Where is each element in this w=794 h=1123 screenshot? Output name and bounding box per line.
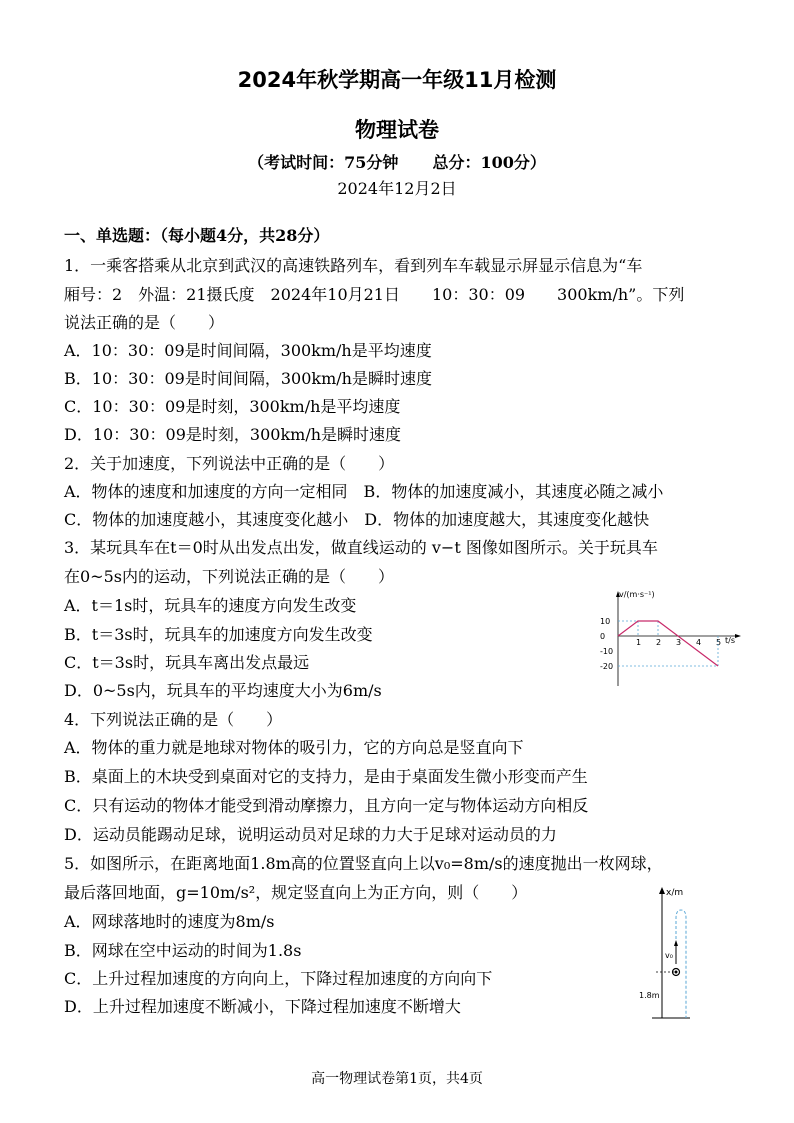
q3-option-b: B．t＝3s时，玩具车的加速度方向发生改变 <box>64 625 373 644</box>
exam-time: （考试时间：75分钟 <box>248 153 399 172</box>
q1-stem-line2: 厢号：2 外温：21摄氏度 2024年10月21日 10：30：09 300km/h”。下列 <box>64 285 685 304</box>
vt-xtick-label: 4 <box>696 638 702 647</box>
vt-line <box>618 621 718 666</box>
vt-xtick-label: 5 <box>716 638 722 647</box>
vt-xlabel: t/s <box>725 636 735 645</box>
q3-stem-line1: 3．某玩具车在t＝0时从出发点出发，做直线运动的 v−t 图像如图所示。关于玩具车 <box>64 538 658 557</box>
q2-options-cd: C．物体的加速度越小，其速度变化越小 D．物体的加速度越大，其速度变化越快 <box>64 510 650 529</box>
q3-stem-line2: 在0~5s内的运动，下列说法正确的是（ ） <box>64 567 394 586</box>
q3-option-a: A．t＝1s时，玩具车的速度方向发生改变 <box>64 596 357 615</box>
vt-xtick-label: 3 <box>676 638 682 647</box>
q5-option-d: D．上升过程加速度不断减小，下降过程加速度不断增大 <box>64 997 461 1016</box>
q4-stem: 4．下列说法正确的是（ ） <box>64 710 283 729</box>
q5-option-a: A．网球落地时的速度为8m/s <box>64 912 275 931</box>
vt-xtick-label: 1 <box>636 638 642 647</box>
q3-option-d: D．0~5s内，玩具车的平均速度大小为6m/s <box>64 681 382 700</box>
page-footer: 高一物理试卷第1页，共4页 <box>311 1071 483 1087</box>
ball-axis-label: x/m <box>666 888 684 898</box>
q2-options-ab: A．物体的速度和加速度的方向一定相同 B．物体的加速度减小，其速度必随之减小 <box>64 482 664 501</box>
q3-option-c: C．t＝3s时，玩具车离出发点最远 <box>64 653 310 672</box>
v0-arrow-head <box>674 940 678 946</box>
ball-figure <box>636 884 696 1024</box>
q1-option-a: A．10：30：09是时间间隔，300km/h是平均速度 <box>64 341 432 360</box>
vt-ytick-label: 0 <box>600 632 606 641</box>
q4-option-d: D．运动员能踢动足球，说明运动员对足球的力大于足球对运动员的力 <box>64 825 557 844</box>
vt-graph-figure <box>596 586 746 691</box>
exam-subject: 物理试卷 <box>355 118 439 142</box>
section-heading: 一、单选题：（每小题4分，共28分） <box>64 226 330 245</box>
q1-stem-line3: 说法正确的是（ ） <box>64 313 225 332</box>
q5-option-b: B．网球在空中运动的时间为1.8s <box>64 941 302 960</box>
height-label: 1.8m <box>639 991 660 1000</box>
vt-x-arrow <box>735 634 741 638</box>
total-score: 总分：100分） <box>432 153 546 172</box>
exam-date: 2024年12月2日 <box>337 179 457 198</box>
vt-ytick-label: 10 <box>600 617 611 626</box>
vt-xtick-label: 2 <box>656 638 662 647</box>
q1-stem-line1: 1．一乘客搭乘从北京到武汉的高速铁路列车，看到列车车载显示屏显示信息为“车 <box>64 256 643 275</box>
ball-trajectory-up <box>676 910 686 1018</box>
vt-ytick-label: -20 <box>600 662 614 671</box>
q1-option-b: B．10：30：09是时间间隔，300km/h是瞬时速度 <box>64 369 432 388</box>
q5-stem-line1: 5．如图所示，在距离地面1.8m高的位置竖直向上以v₀=8m/s的速度抛出一枚网球， <box>64 854 663 873</box>
q5-stem-line2: 最后落回地面，g=10m/s²，规定竖直向上为正方向，则（ ） <box>64 883 528 902</box>
tennis-ball-core <box>675 971 678 974</box>
q5-option-c: C．上升过程加速度的方向向上，下降过程加速度的方向向下 <box>64 969 493 988</box>
ball-axis-arrow <box>659 887 665 894</box>
exam-title: 2024年秋学期高一年级11月检测 <box>237 68 557 92</box>
q4-option-b: B．桌面上的木块受到桌面对它的支持力，是由于桌面发生微小形变而产生 <box>64 767 588 786</box>
q4-option-c: C．只有运动的物体才能受到滑动摩擦力，且方向一定与物体运动方向相反 <box>64 796 589 815</box>
vt-ylabel: v/(m·s⁻¹) <box>619 590 655 599</box>
v0-label: v₀ <box>665 951 673 960</box>
exam-info <box>0 150 794 173</box>
q4-option-a: A．物体的重力就是地球对物体的吸引力，它的方向总是竖直向下 <box>64 738 524 757</box>
q1-option-c: C．10：30：09是时刻，300km/h是平均速度 <box>64 397 401 416</box>
q2-stem: 2．关于加速度，下列说法中正确的是（ ） <box>64 454 395 473</box>
vt-ytick-label: -10 <box>600 647 614 656</box>
q1-option-d: D．10：30：09是时刻，300km/h是瞬时速度 <box>64 425 402 444</box>
